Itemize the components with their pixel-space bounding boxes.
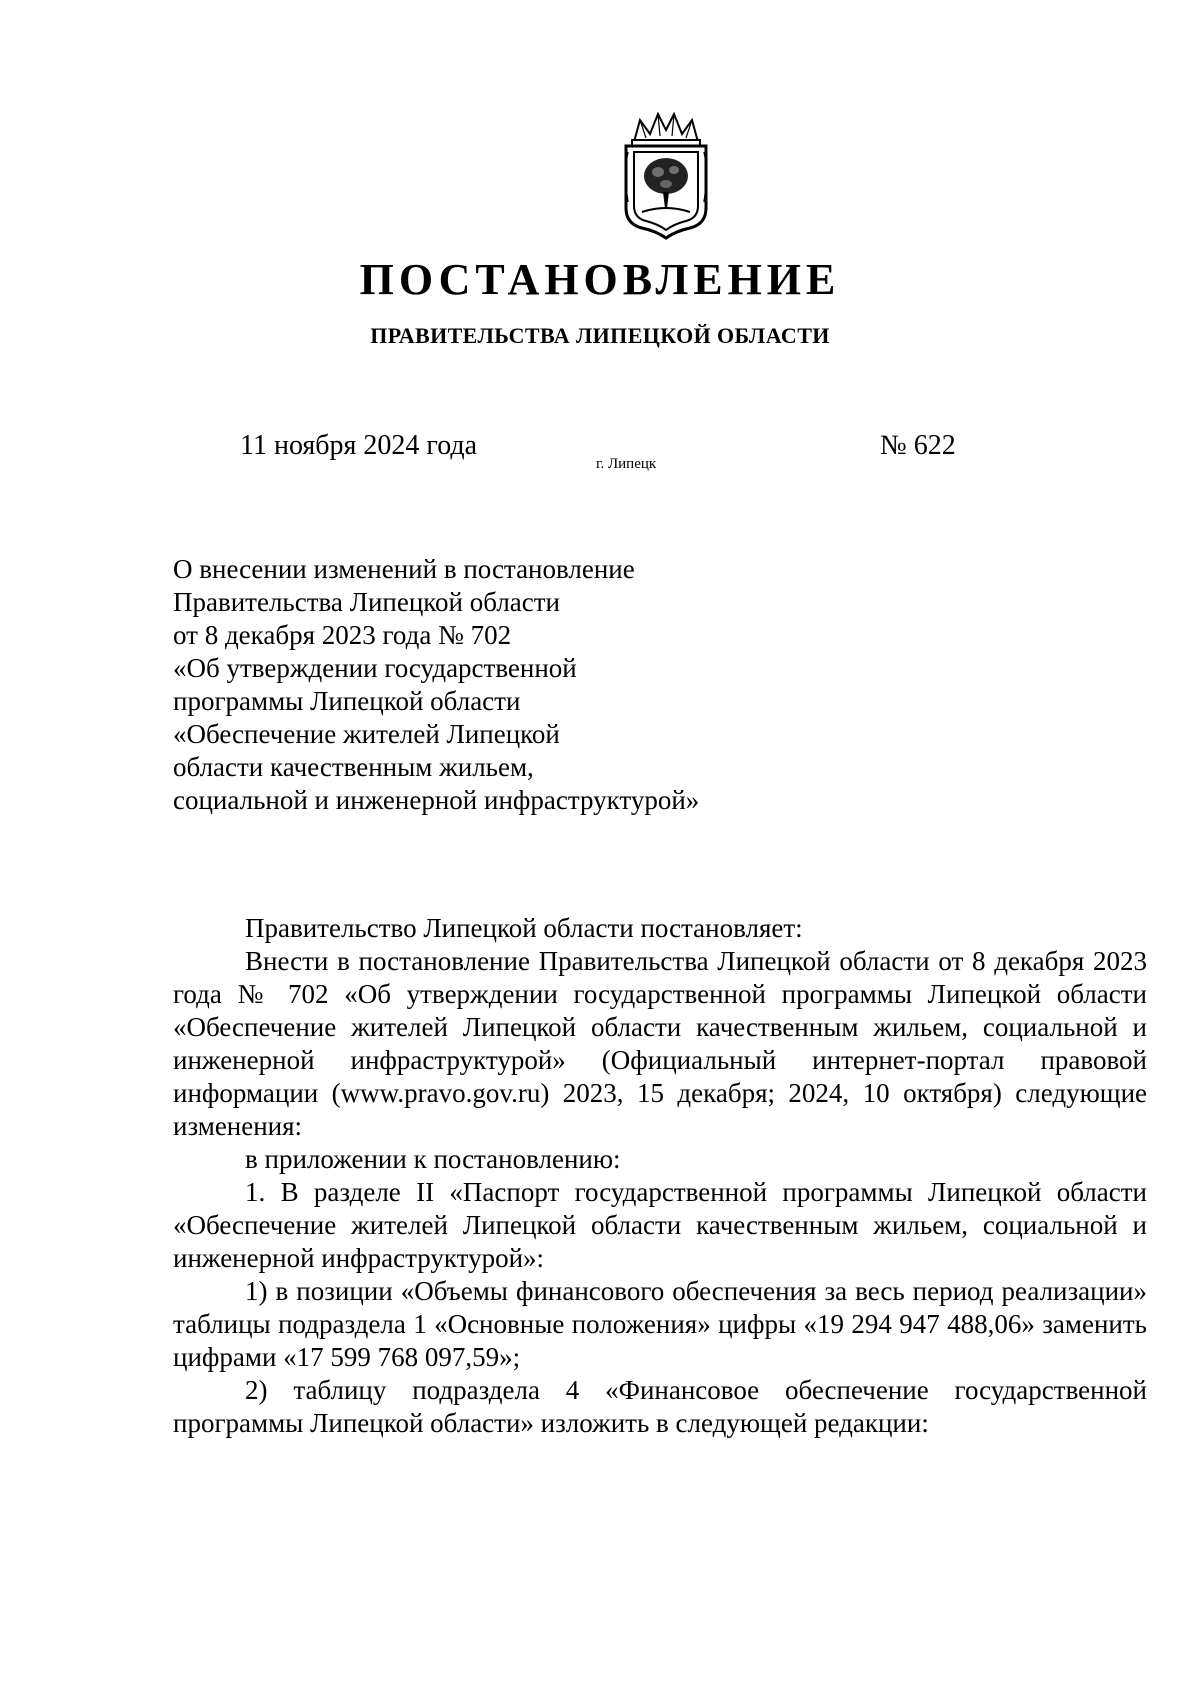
body-paragraph-preamble: Правительство Липецкой области постановляет: (245, 913, 803, 943)
heading-line: Правительства Липецкой области (173, 587, 561, 617)
heading-line: социальной и инженерной инфраструктурой» (173, 785, 700, 815)
heading-line: «Об утверждении государственной (173, 653, 577, 683)
document-body (173, 912, 1147, 1440)
document-subtitle: ПРАВИТЕЛЬСТВА ЛИПЕЦКОЙ ОБЛАСТИ (370, 323, 830, 348)
heading-line: программы Липецкой области (173, 686, 521, 716)
heading-line: области качественным жильем, (173, 752, 534, 782)
body-paragraph-item-2: 2) таблицу подраздела 4 «Финансовое обеспечение государственной программы Липецкой области» изложить в следующей редакции: (173, 1375, 1147, 1438)
body-paragraph-section-2: 1. В разделе II «Паспорт государственной программы Липецкой области «Обеспечение жителей Липецкой области качественным жильем, социальной и инженерной инфраструктурой»: (173, 1177, 1147, 1273)
document-date: 11 ноября 2024 года (240, 430, 478, 461)
body-paragraph-item-1: 1) в позиции «Объемы финансового обеспечения за весь период реализации» таблицы подраздела 1 «Основные положения» цифры «19 294 947 488,06» заменить цифрами «17 599 768 097,59»; (173, 1276, 1147, 1372)
document-title: ПОСТАНОВЛЕНИЕ (359, 255, 841, 304)
body-paragraph-appendix: в приложении к постановлению: (245, 1144, 621, 1174)
heading-line: О внесении изменений в постановление (173, 554, 635, 584)
resolution-heading (173, 553, 773, 817)
heading-line: от 8 декабря 2023 года № 702 (173, 620, 512, 650)
coat-of-arms-icon (620, 112, 712, 240)
heading-line: «Обеспечение жителей Липецкой (173, 719, 560, 749)
document-number: № 622 (880, 430, 956, 461)
body-paragraph-amendment: Внести в постановление Правительства Липецкой области от 8 декабря 2023 года № 702 «Об утверждении государственной программы Липецкой области «Обеспечение жителей Липецкой области качественным жильем, социальной и инженерной инфраструктурой» (Официальный интернет-портал правовой информации (www.pravo.gov.ru) 2023, 15 декабря; 2024, 10 октября) следующие изменения: (173, 946, 1147, 1141)
document-city: г. Липецк (596, 456, 657, 472)
